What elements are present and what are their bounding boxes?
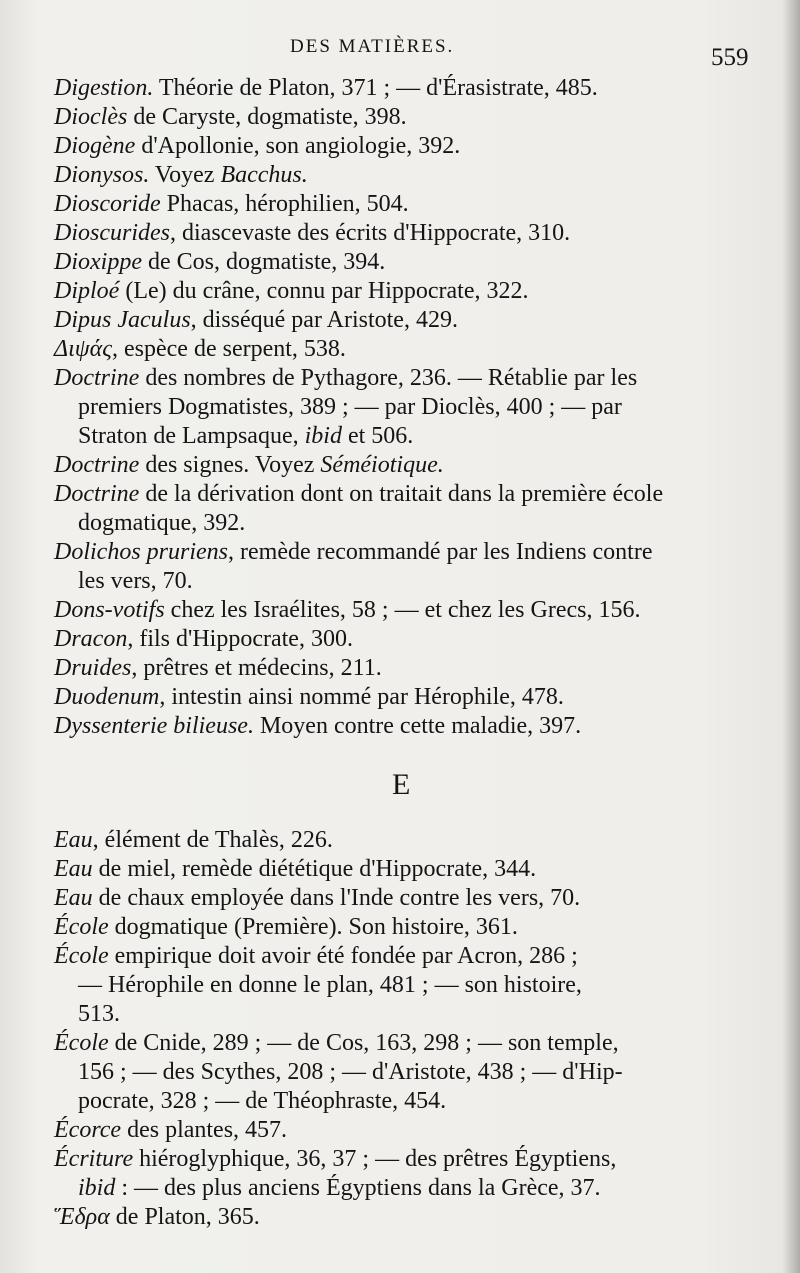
page-edge-shadow bbox=[782, 0, 800, 1273]
entry-text: , élément de Thalès, 226. bbox=[92, 827, 333, 853]
entry-keyword: Digestion. bbox=[54, 75, 154, 101]
index-entry bbox=[54, 480, 766, 538]
cross-reference: Séméiotique. bbox=[320, 452, 444, 478]
index-entry bbox=[54, 335, 766, 364]
entry-keyword: Dons-votifs bbox=[54, 597, 165, 623]
entry-keyword: Diogène bbox=[54, 133, 136, 159]
entry-continuation: les vers, 70. bbox=[78, 568, 193, 594]
index-entry bbox=[54, 219, 766, 248]
entry-keyword: Dioscoride bbox=[54, 191, 161, 217]
entry-keyword: Dolichos pruriens bbox=[54, 539, 228, 565]
entry-text: empirique doit avoir été fondée par Acron, 286 ; bbox=[108, 943, 578, 969]
entry-keyword: Dracon bbox=[54, 626, 128, 652]
entry-text: chez les Israélites, 58 ; — et chez les Grecs, 156. bbox=[164, 597, 641, 623]
entry-continuation: 513. bbox=[78, 1001, 120, 1027]
index-entry bbox=[54, 1116, 766, 1145]
entry-text: Straton de Lampsaque, bbox=[78, 423, 305, 449]
entry-keyword: École bbox=[54, 1030, 109, 1056]
entry-text: : — des plus anciens Égyptiens dans la Grèce, 37. bbox=[115, 1175, 601, 1201]
entry-keyword: Dioclès bbox=[54, 104, 128, 130]
entry-text: de Platon, 365. bbox=[109, 1204, 260, 1230]
entry-keyword: Écriture bbox=[54, 1146, 134, 1172]
index-entry bbox=[54, 190, 766, 219]
entry-text: Théorie de Platon, 371 ; — d'Érasistrate, 485. bbox=[153, 75, 598, 101]
entry-keyword: Διψάς bbox=[54, 336, 112, 362]
entry-text: , espèce de serpent, 538. bbox=[112, 336, 346, 362]
index-entry bbox=[54, 161, 766, 190]
entry-keyword: Eau bbox=[54, 885, 93, 911]
entry-continuation: pocrate, 328 ; — de Théophraste, 454. bbox=[78, 1088, 447, 1114]
entry-keyword: Doctrine bbox=[54, 481, 140, 507]
entry-keyword: Eau bbox=[54, 856, 93, 882]
entry-keyword: Eau bbox=[54, 827, 93, 853]
index-entry bbox=[54, 683, 766, 712]
index-entry bbox=[54, 1029, 766, 1116]
entry-keyword: Diploé bbox=[54, 278, 120, 304]
entry-continuation bbox=[54, 1174, 766, 1203]
index-entry bbox=[54, 538, 766, 596]
entry-text: des nombres de Pythagore, 236. — Rétablie par les bbox=[139, 365, 638, 391]
entry-continuation bbox=[54, 422, 766, 451]
index-entry bbox=[54, 451, 766, 480]
index-entry bbox=[54, 942, 766, 1029]
entry-text: dogmatique (Première). Son histoire, 361. bbox=[108, 914, 518, 940]
ibid-reference: ibid bbox=[304, 423, 342, 449]
entry-text: des signes. Voyez bbox=[139, 452, 321, 478]
index-entry bbox=[54, 306, 766, 335]
entry-keyword: Écorce bbox=[54, 1117, 122, 1143]
entry-keyword: Dipus Jaculus bbox=[54, 307, 191, 333]
entry-continuation: — Hérophile en donne le plan, 481 ; — son histoire, bbox=[78, 972, 582, 998]
index-entry bbox=[54, 884, 766, 913]
entry-keyword: Doctrine bbox=[54, 452, 140, 478]
entry-continuation: dogmatique, 392. bbox=[78, 510, 246, 536]
index-entry bbox=[54, 826, 766, 855]
entry-text: de Cos, dogmatiste, 394. bbox=[141, 249, 386, 275]
index-entry bbox=[54, 625, 766, 654]
entry-text: de miel, remède diététique d'Hippocrate, 344. bbox=[92, 856, 537, 882]
entry-keyword: Ἕδρα bbox=[54, 1204, 110, 1230]
entry-text: , remède recommandé par les Indiens contre bbox=[228, 539, 653, 565]
entry-keyword: École bbox=[54, 914, 109, 940]
section-letter: E bbox=[392, 768, 411, 801]
index-entry bbox=[54, 596, 766, 625]
entry-text: , intestin ainsi nommé par Hérophile, 478. bbox=[159, 684, 564, 710]
entry-text: , fils d'Hippocrate, 300. bbox=[127, 626, 353, 652]
page-number: 559 bbox=[711, 44, 749, 71]
entry-text: Moyen contre cette maladie, 397. bbox=[253, 713, 582, 739]
entry-continuation: premiers Dogmatistes, 389 ; — par Dioclès, 400 ; — par bbox=[78, 394, 622, 420]
index-entry bbox=[54, 277, 766, 306]
page-header bbox=[0, 28, 800, 72]
running-title: DES MATIÈRES. bbox=[290, 36, 455, 57]
entry-text: de chaux employée dans l'Inde contre les vers, 70. bbox=[92, 885, 581, 911]
ibid-reference: ibid bbox=[78, 1175, 116, 1201]
entry-keyword: Doctrine bbox=[54, 365, 140, 391]
index-entry bbox=[54, 913, 766, 942]
index-entry bbox=[54, 103, 766, 132]
entry-text: (Le) du crâne, connu par Hippocrate, 322. bbox=[119, 278, 529, 304]
entry-text: de Cnide, 289 ; — de Cos, 163, 298 ; — son temple, bbox=[108, 1030, 619, 1056]
cross-reference: Bacchus. bbox=[220, 162, 308, 188]
index-entry bbox=[54, 364, 766, 451]
entry-text: d'Apollonie, son angiologie, 392. bbox=[135, 133, 461, 159]
index-entry bbox=[54, 1145, 766, 1203]
index-entry bbox=[54, 248, 766, 277]
index-entry bbox=[54, 855, 766, 884]
entry-text: , prêtres et médecins, 211. bbox=[131, 655, 382, 681]
entry-keyword: Dyssenterie bilieuse. bbox=[54, 713, 254, 739]
entry-text: , diascevaste des écrits d'Hippocrate, 310. bbox=[170, 220, 571, 246]
entry-keyword: École bbox=[54, 943, 109, 969]
entry-text: , disséqué par Aristote, 429. bbox=[190, 307, 458, 333]
index-entry bbox=[54, 132, 766, 161]
entry-text: hiéroglyphique, 36, 37 ; — des prêtres Égyptiens, bbox=[133, 1146, 617, 1172]
entry-text: de la dérivation dont on traitait dans la première école bbox=[139, 481, 664, 507]
entry-text: et 506. bbox=[341, 423, 414, 449]
entry-keyword: Dioscurides bbox=[54, 220, 170, 246]
index-entry bbox=[54, 74, 766, 103]
entry-keyword: Dionysos. bbox=[54, 162, 150, 188]
index-entry bbox=[54, 712, 766, 741]
entry-continuation: 156 ; — des Scythes, 208 ; — d'Aristote, 438 ; — d'Hip- bbox=[78, 1059, 623, 1085]
index-entry bbox=[54, 1203, 766, 1232]
entry-text: Phacas, hérophilien, 504. bbox=[160, 191, 409, 217]
entry-text: Voyez bbox=[149, 162, 221, 188]
entry-text: de Caryste, dogmatiste, 398. bbox=[127, 104, 407, 130]
entry-keyword: Duodenum bbox=[54, 684, 160, 710]
entry-keyword: Dioxippe bbox=[54, 249, 142, 275]
entry-text: des plantes, 457. bbox=[121, 1117, 288, 1143]
entry-keyword: Druides bbox=[54, 655, 132, 681]
index-entry bbox=[54, 654, 766, 683]
